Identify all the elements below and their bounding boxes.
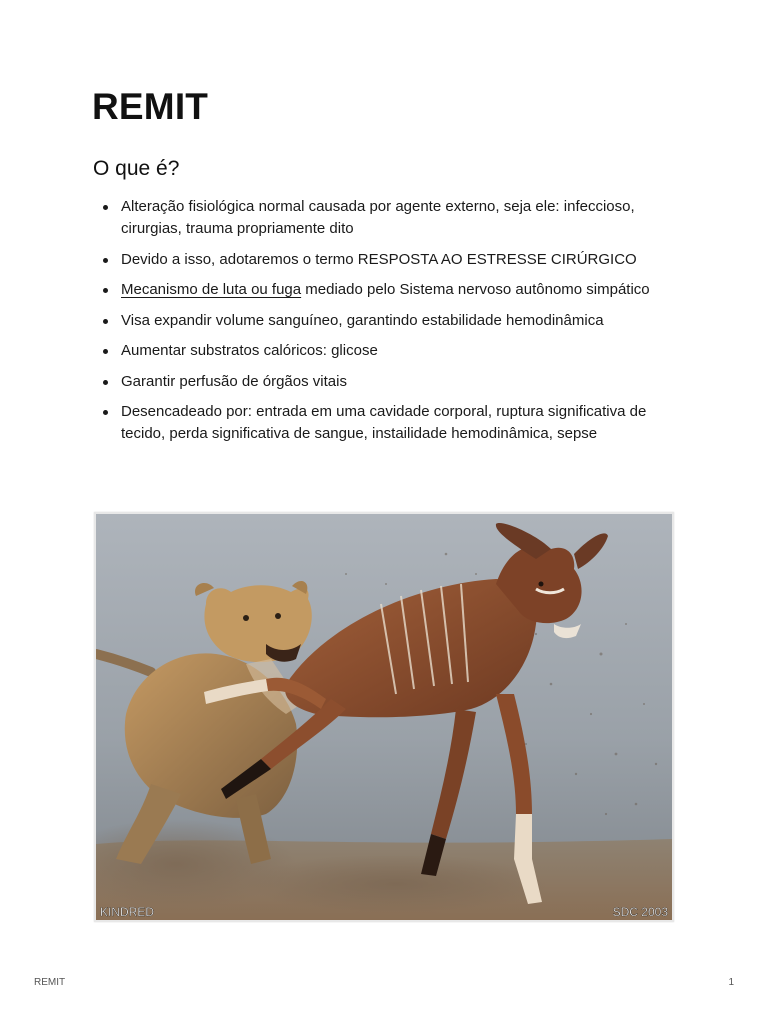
photo-watermark-right: SDC 2003 <box>612 905 668 919</box>
bullet-text: Alteração fisiológica normal causada por agente externo, seja ele: infeccioso, cirurgias, trauma propriamente dito <box>121 198 635 237</box>
footer-doc-name: REMIT <box>34 977 66 988</box>
list-item <box>93 310 673 332</box>
list-item <box>93 371 673 393</box>
bullet-icon <box>103 410 108 415</box>
bullet-text: mediado pelo Sistema nervoso autônomo simpático <box>301 281 650 298</box>
list-item <box>93 279 673 301</box>
page-title: REMIT <box>92 86 209 127</box>
bullet-text: Desencadeado por: entrada em uma cavidade corporal, ruptura significativa de tecido, perda significativa de sangue, instailidade hemodinâmica, sepse <box>121 403 647 442</box>
lioness-chasing-kudu-photo <box>94 512 674 922</box>
bullet-text: Garantir perfusão de órgãos vitais <box>121 372 347 390</box>
list-item <box>93 196 673 240</box>
list-item <box>93 249 673 271</box>
photo-watermark-left: KINDRED <box>100 905 155 919</box>
bullet-text: Devido a isso, adotaremos o termo RESPOSTA AO ESTRESSE CIRÚRGICO <box>121 250 637 268</box>
bullet-icon <box>103 205 108 210</box>
bullet-text: Aumentar substratos calóricos: glicose <box>121 342 378 359</box>
list-item <box>93 340 673 362</box>
bullet-text: Visa expandir volume sanguíneo, garantindo estabilidade hemodinâmica <box>121 311 604 329</box>
bullet-icon <box>103 349 108 354</box>
footer-page-number: 1 <box>728 977 734 988</box>
bullet-icon <box>103 288 108 293</box>
bullet-list <box>93 196 673 454</box>
photo-illustration <box>96 514 672 920</box>
section-heading: O que é? <box>93 157 180 180</box>
list-item <box>93 401 673 445</box>
bullet-icon <box>103 258 108 263</box>
dust-cloud-center <box>246 854 546 914</box>
bullet-icon <box>103 319 108 324</box>
bullet-icon <box>103 380 108 385</box>
fight-or-flight-link[interactable]: Mecanismo de luta ou fuga <box>121 281 302 298</box>
